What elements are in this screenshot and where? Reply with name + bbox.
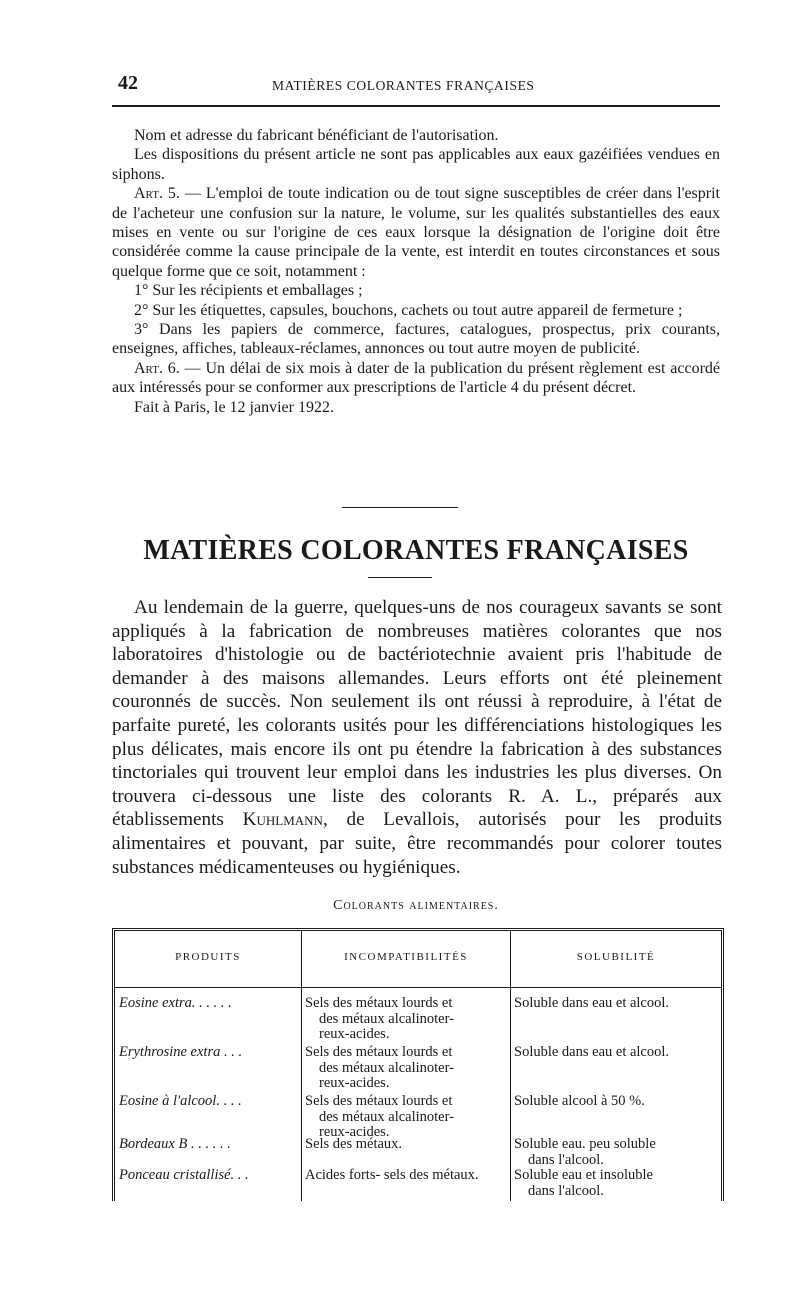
solubility-cell [514, 1094, 714, 1110]
page-header [112, 70, 720, 102]
intro-text-start: Au lendemain de la guerre, quelques-uns de nos courageux savants se sont appliqués à la fabrication de nombreuses matières colorantes que nos laboratoires d'histologie ou de bactériotechnie avaient pris l'habitude de demander à des maisons allemandes. Leurs efforts ont été pleinement couronnés de succès. Non seulement ils ont réussi à reproduire, à l'état de parfaite pureté, les colorants usités pour les différenciations histologiques les plus délicates, mais encore ils ont pu étendre la fabrication à des substances tinctoriales qui trouvent leur emploi dans les industries les plus diverses. On trouvera ci-dessous une liste des colorants R. A. L., préparés aux établissements [112, 597, 722, 831]
product-cell: Ponceau cristallisé. . . [119, 1168, 249, 1183]
cell-line: des métaux alcalinoter- [319, 1010, 454, 1027]
decree-line: Un délai de six mois à dater de la publication du présent règlement est accordé aux intéressés pour se conformer aux prescriptions de l'article 4 du présent décret. [112, 359, 721, 397]
incompatibility-cell [305, 1045, 505, 1092]
table-caption: Colorants alimentaires. [333, 898, 499, 913]
incompatibility-cell [305, 1094, 505, 1141]
table-header [115, 931, 721, 988]
section-title: MATIÈRES COLORANTES FRANÇAISES [143, 535, 689, 566]
cell-line: Soluble eau et insoluble [514, 1167, 653, 1183]
intro-text [112, 596, 722, 879]
cell-line: Soluble eau. peu soluble [514, 1136, 656, 1152]
product-cell: Bordeaux B . . . . . . [119, 1137, 231, 1152]
header-rule [112, 105, 720, 107]
manufacturer-name: Kuhlmann [242, 809, 323, 831]
column-header-solubility: SOLUBILITÉ [576, 951, 656, 963]
decree-line: L'emploi de toute indication ou de tout signe susceptibles de créer dans l'esprit de l'acheteur une confusion sur la nature, le volume, sur les qualités substantielles des eaux mises en vente ou sur l'origine de ces eaux lorsque la désignation de l'origine doit être considérée comme la cause principale de la vente, est interdit en toutes circonstances et sous quelque forme que ce soit, notamment : [112, 185, 720, 280]
section-rule-bottom [368, 577, 432, 578]
intro-text-end: , de Levallois, autorisés pour les produits alimentaires et pouvant, par suite, être recommandés pour colorer toutes substances médicamenteuses ou hygiéniques. [112, 809, 722, 878]
section-rule-top [342, 507, 458, 508]
decree-line: 1° Sur les récipients et emballages ; [134, 282, 363, 300]
article-label: Art. 6. — [134, 359, 201, 377]
cell-line: Soluble dans eau et alcool. [514, 1044, 670, 1060]
column-divider [301, 931, 302, 1201]
decree-line: 2° Sur les étiquettes, capsules, bouchons, cachets ou tout autre appareil de fermeture ; [134, 301, 683, 319]
cell-line: dans l'alcool. [528, 1182, 604, 1199]
cell-line: Sels des métaux lourds et [305, 1044, 453, 1060]
cell-line: des métaux alcalinoter- [319, 1108, 454, 1125]
incompatibility-cell [305, 1137, 505, 1153]
running-head: MATIÈRES COLORANTES FRANÇAISES [272, 78, 535, 93]
decree-article-6 [112, 359, 720, 398]
product-cell: Erythrosine extra . . . [119, 1045, 243, 1060]
column-divider [510, 931, 511, 1201]
cell-line: Acides forts- sels des métaux. [305, 1167, 479, 1183]
decree-line: 3° Dans les papiers de commerce, factures, catalogues, prospectus, prix courants, enseignes, affiches, tableaux-réclames, annonces ou tout autre moyen de publicité. [112, 321, 720, 358]
decree-signature: Fait à Paris, le 12 janvier 1922. [134, 398, 334, 416]
incompatibility-cell [305, 996, 505, 1043]
product-cell: Eosine extra. . . . . . [119, 996, 232, 1011]
decree-article-5 [112, 184, 720, 281]
column-header-incompatibilities: INCOMPATIBILITÉS [344, 951, 468, 963]
solubility-cell [514, 1045, 714, 1061]
cell-line: dans l'alcool. [528, 1151, 604, 1168]
decree-line: Les dispositions du présent article ne sont pas applicables aux eaux gazéifiées vendues en siphons. [112, 146, 720, 183]
cell-line: Soluble dans eau et alcool. [514, 995, 670, 1011]
column-header-products: PRODUITS [175, 951, 241, 963]
cell-line: Sels des métaux lourds et [305, 995, 453, 1011]
cell-line: des métaux alcalinoter- [319, 1059, 454, 1076]
page-number: 42 [118, 72, 138, 94]
cell-line: reux-acides. [319, 1075, 390, 1091]
cell-line: reux-acides. [319, 1124, 390, 1140]
cell-line: Soluble alcool à 50 %. [514, 1093, 645, 1109]
solubility-cell [514, 1137, 714, 1168]
intro-paragraph [112, 596, 722, 879]
incompatibility-cell [305, 1168, 505, 1184]
decree-line: Nom et adresse du fabricant bénéficiant de l'autorisation. [134, 127, 499, 144]
cell-line: reux-acides. [319, 1026, 390, 1042]
solubility-cell [514, 1168, 714, 1199]
colorants-table [112, 928, 724, 1201]
decree-text [112, 126, 720, 417]
solubility-cell [514, 996, 714, 1012]
article-label: Art. 5. — [134, 185, 201, 203]
cell-line: Sels des métaux. [305, 1136, 403, 1152]
product-cell: Eosine à l'alcool. . . . [119, 1094, 242, 1109]
cell-line: Sels des métaux lourds et [305, 1093, 453, 1109]
